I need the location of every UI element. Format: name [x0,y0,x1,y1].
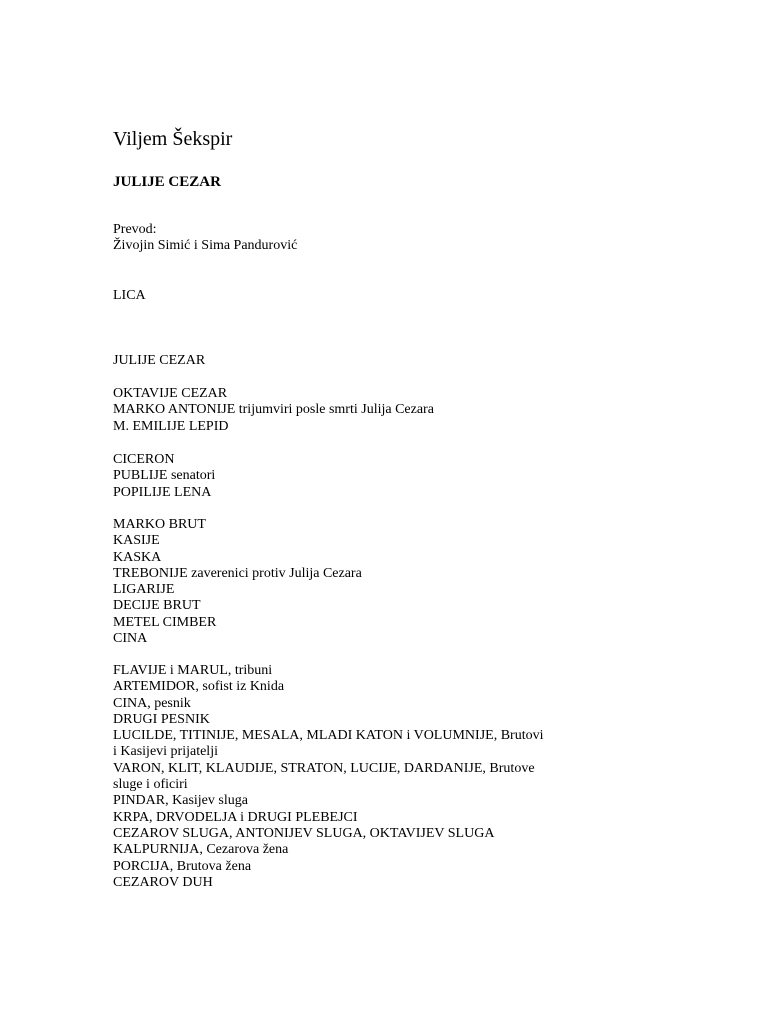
cast-entry: LUCILDE, TITINIJE, MESALA, MLADI KATON i VOLUMNIJE, Brutovi [113,728,544,744]
cast-entry: CEZAROV SLUGA, ANTONIJEV SLUGA, OKTAVIJEV SLUGA [113,825,495,841]
cast-entry: LIGARIJE [113,582,175,598]
cast-entry: PORCIJA, Brutova žena [113,858,252,874]
cast-entry: KALPURNIJA, Cezarova žena [113,842,289,858]
translators: Živojin Simić i Sima Pandurović [113,238,298,254]
cast-entry: KASIJE [113,533,160,549]
cast-entry: PINDAR, Kasijev sluga [113,793,248,809]
cast-entry: ARTEMIDOR, sofist iz Knida [113,679,285,695]
cast-entry: OKTAVIJE CEZAR [113,386,228,401]
translation-block [113,222,297,255]
cast-entry: CICERON [113,452,175,467]
cast-entry: i Kasijevi prijatelji [113,744,218,760]
cast-entry: CEZAROV DUH [113,874,213,890]
cast-entry: FLAVIJE i MARUL, tribuni [113,663,273,678]
cast-heading: LICA [113,288,146,303]
cast-entry: MARKO ANTONIJE trijumviri posle smrti Julija Cezara [113,402,434,418]
cast-entry: VARON, KLIT, KLAUDIJE, STRATON, LUCIJE, DARDANIJE, Brutove [113,760,535,776]
cast-heading-block [113,288,146,304]
author-name: Viljem Šekspir [113,128,233,150]
cast-entry: MARKO BRUT [113,517,206,532]
cast-entry: CINA, pesnik [113,695,191,711]
translation-label: Prevod: [113,222,157,237]
cast-entry: TREBONIJE zaverenici protiv Julija Cezara [113,565,362,581]
play-title: JULIJE CEZAR [113,174,221,190]
cast-entry: CINA [113,631,148,647]
cast-entry: JULIJE CEZAR [113,353,206,368]
cast-entry: sluge i oficiri [113,777,188,793]
cast-group-5 [113,663,543,891]
cast-entry: DECIJE BRUT [113,598,201,614]
cast-group-1 [113,353,205,369]
cast-entry: M. EMILIJE LEPID [113,418,229,434]
cast-group-3 [113,452,215,501]
cast-entry: PUBLIJE senatori [113,468,216,484]
cast-entry: DRUGI PESNIK [113,711,210,727]
cast-entry: METEL CIMBER [113,614,217,630]
cast-group-4 [113,517,362,647]
cast-entry: KASKA [113,549,162,565]
cast-entry: POPILIJE LENA [113,484,212,500]
cast-entry: KRPA, DRVODELJA i DRUGI PLEBEJCI [113,809,358,825]
cast-group-2 [113,386,434,435]
